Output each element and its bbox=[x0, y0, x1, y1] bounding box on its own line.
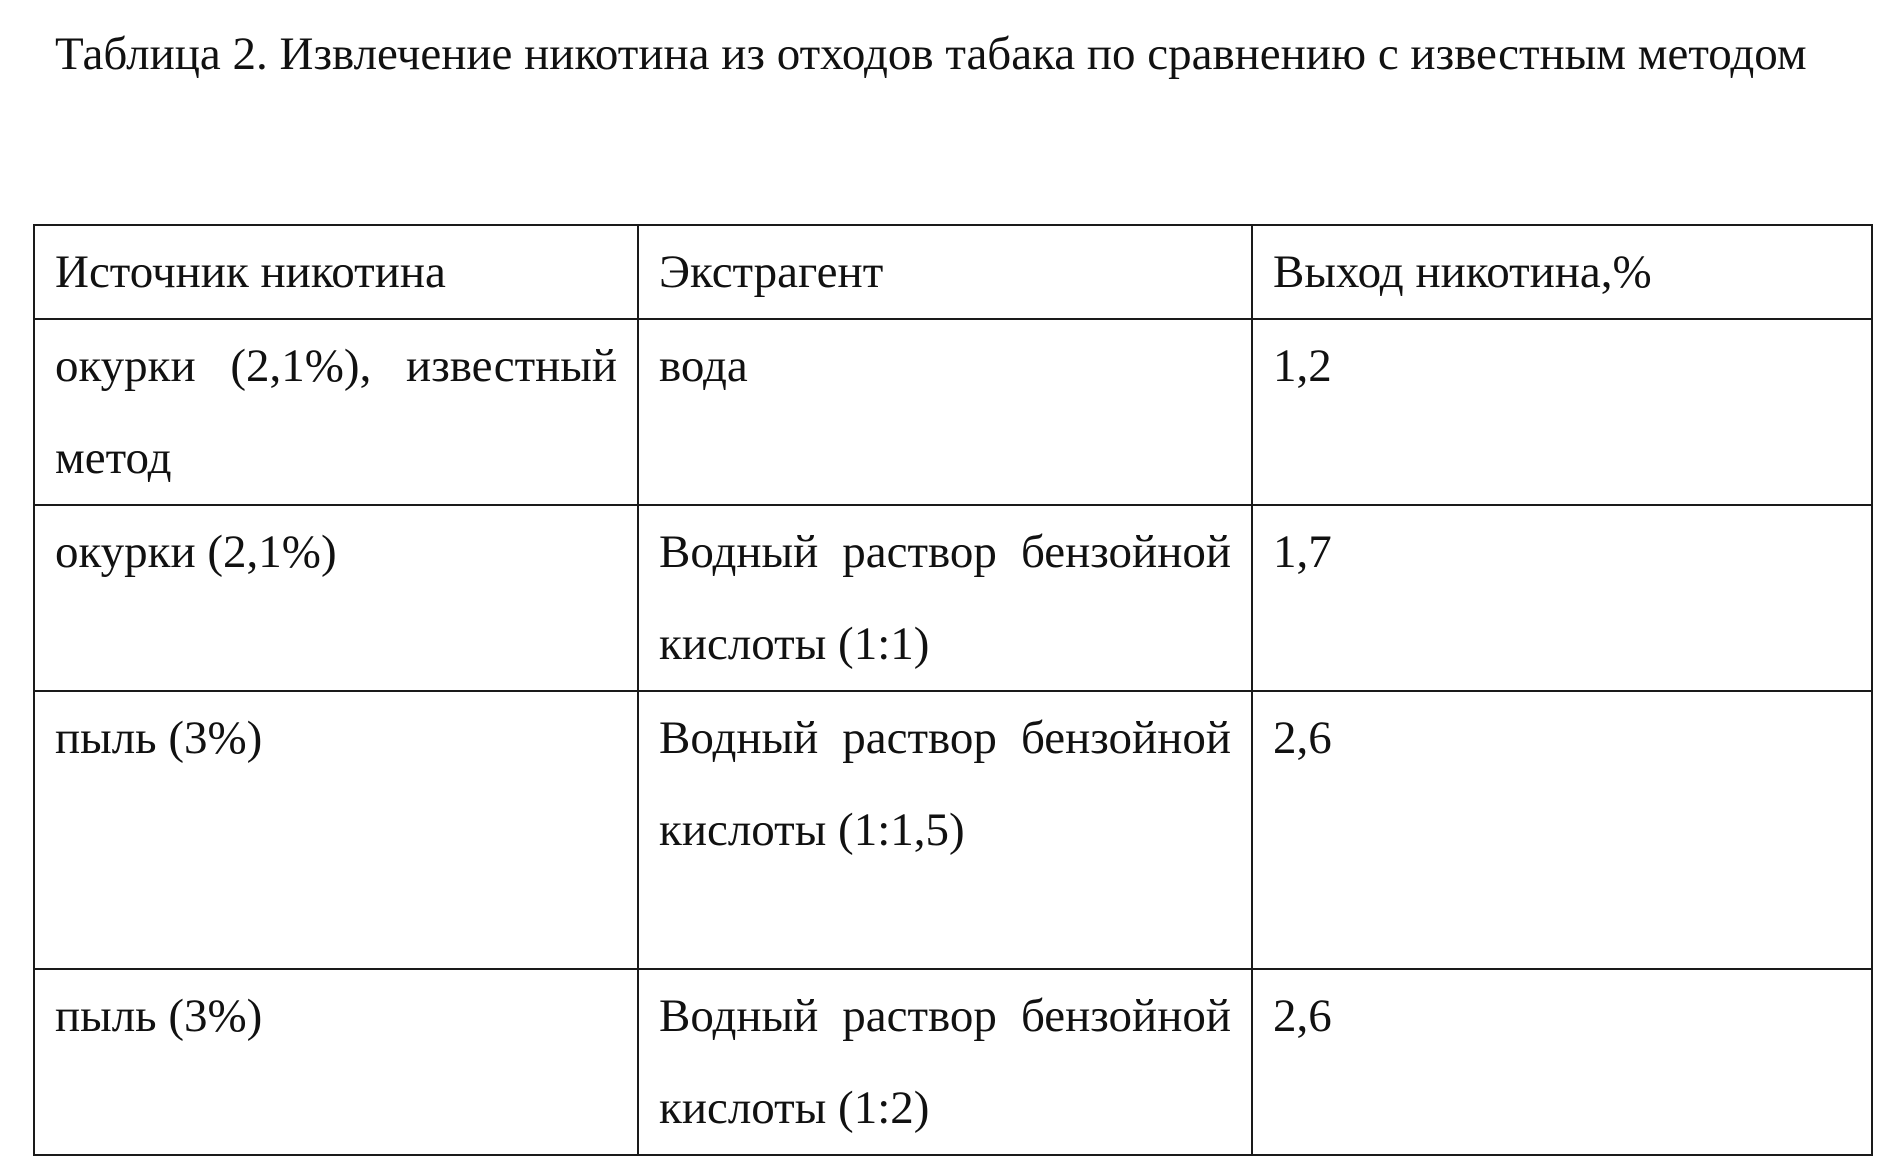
header-cell-source: Источник никотина bbox=[34, 225, 638, 319]
table-row bbox=[34, 505, 1872, 691]
cell-yield: 1,7 bbox=[1252, 505, 1872, 691]
cell-source: пыль (3%) bbox=[34, 969, 638, 1155]
cell-extractant: вода bbox=[638, 319, 1252, 505]
cell-extractant: Водный раствор бензойной кислоты (1:2) bbox=[638, 969, 1252, 1155]
header-cell-extractant: Экстрагент bbox=[638, 225, 1252, 319]
table-row bbox=[34, 969, 1872, 1155]
cell-yield: 2,6 bbox=[1252, 969, 1872, 1155]
cell-yield: 2,6 bbox=[1252, 691, 1872, 969]
header-cell-yield: Выход никотина,% bbox=[1252, 225, 1872, 319]
cell-source: окурки (2,1%) bbox=[34, 505, 638, 691]
table-row bbox=[34, 319, 1872, 505]
cell-extractant: Водный раствор бензойной кислоты (1:1) bbox=[638, 505, 1252, 691]
cell-yield: 1,2 bbox=[1252, 319, 1872, 505]
cell-source: окурки (2,1%), известный метод bbox=[34, 319, 638, 505]
table-row bbox=[34, 691, 1872, 969]
table-caption: Таблица 2. Извлечение никотина из отходов табака по сравнению с известным методом bbox=[55, 28, 1807, 80]
nicotine-extraction-table bbox=[33, 224, 1873, 1156]
table-header-row bbox=[34, 225, 1872, 319]
cell-source: пыль (3%) bbox=[34, 691, 638, 969]
cell-extractant: Водный раствор бензойной кислоты (1:1,5) bbox=[638, 691, 1252, 969]
